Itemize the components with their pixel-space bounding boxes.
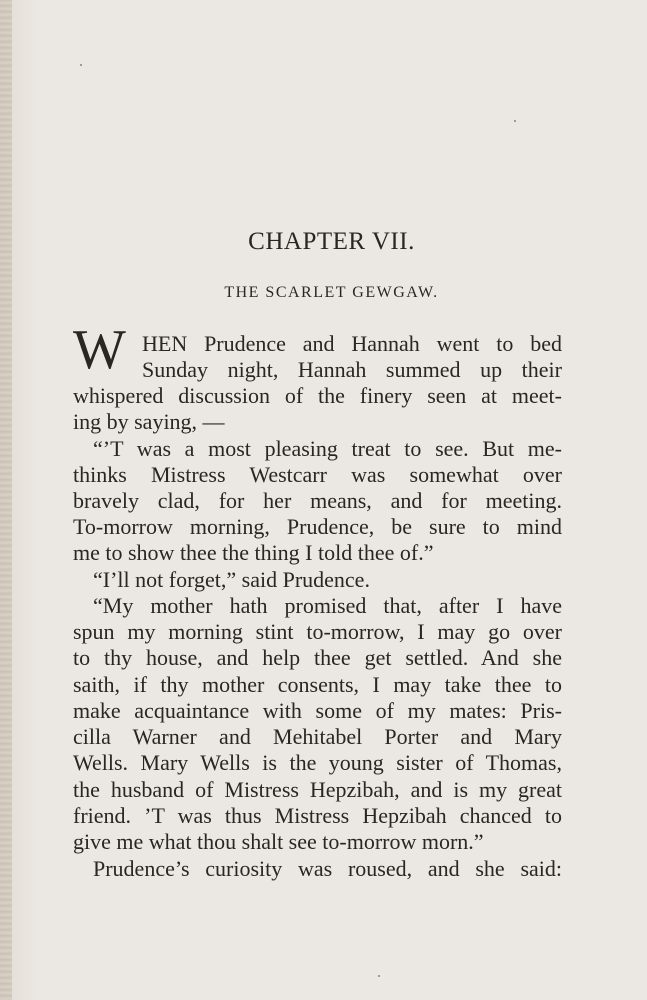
text-line: “My mother hath promised that, after I have [93,593,562,618]
drop-cap: W [73,319,126,381]
text-line: make acquaintance with some of my mates: Pris- [73,698,562,723]
text-line: “’T was a most pleasing treat to see. But me- [93,436,562,461]
text-line: “I’ll not forget,” said Prudence. [93,567,370,592]
text-line: me to show thee the thing I told thee of.” [73,540,434,565]
text-line: to thy house, and help thee get settled. And she [73,645,562,670]
text-line: bravely clad, for her means, and for meeting. [73,488,562,513]
text-line: ing by saying, — [73,409,225,434]
text-line: To-morrow morning, Prudence, be sure to mind [73,514,562,539]
paper-speck [80,64,82,66]
paper-speck [378,975,380,977]
page-gutter [0,0,12,1000]
text-line: whispered discussion of the finery seen at meet- [73,383,562,408]
text-line: Sunday night, Hannah summed up their [142,357,562,382]
text-line: the husband of Mistress Hepzibah, and is my great [73,777,562,802]
text-line: give me what thou shalt see to-morrow morn.” [73,829,484,854]
text-line: HEN Prudence and Hannah went to bed [142,331,562,356]
text-line: saith, if thy mother consents, I may take thee to [73,672,562,697]
text-line: friend. ’T was thus Mistress Hepzibah chanced to [73,803,562,828]
text-line: cilla Warner and Mehitabel Porter and Mary [73,724,562,749]
text-line: spun my morning stint to-morrow, I may go over [73,619,562,644]
text-line: Prudence’s curiosity was roused, and she said: [93,856,562,881]
chapter-subtitle: THE SCARLET GEWGAW. [224,284,439,301]
paper-speck [514,120,516,122]
chapter-title: CHAPTER VII. [248,228,415,255]
text-line: Wells. Mary Wells is the young sister of Thomas, [73,750,562,775]
text-line: thinks Mistress Westcarr was somewhat over [73,462,562,487]
